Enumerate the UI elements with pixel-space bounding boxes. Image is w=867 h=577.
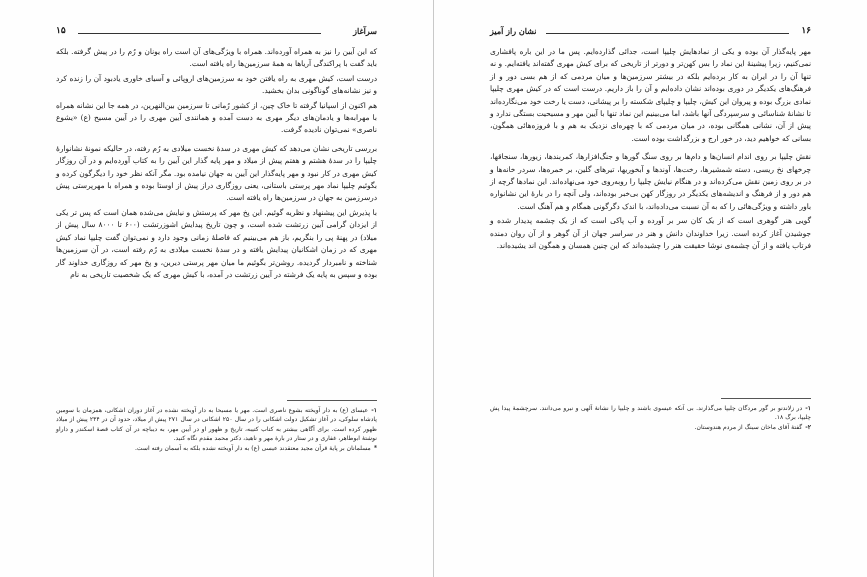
page-number: ۱۵ <box>56 26 66 36</box>
body-text <box>490 46 811 255</box>
paragraph: درست است، کیش مهری به راه یافتن خود به سرزمین‌های اروپائی و آسیای خاوری یادبود آن را زنده کرد و نیز نشانه‌های گوناگونی بدان بخشید. <box>56 73 377 96</box>
page-number: ۱۶ <box>801 26 811 36</box>
footnotes <box>56 406 377 453</box>
paragraph: هم اکنون از اسپانیا گرفته تا خاک چین، از کشور رُمانی تا سرزمین بین‌النهرین، در همه جا این نشانه همراه با مهرابه‌ها و یادمان‌های دیگر مهری به دست آمده و همانندی آیین مهری را در آیین مسیح (ع) «یشوع ناصری» نمی‌توان نادیده گرفت. <box>56 100 377 135</box>
footnote-number: ۱- <box>371 407 377 414</box>
footnote <box>56 444 377 453</box>
header-rule <box>546 33 789 34</box>
footnote-rule <box>287 400 377 401</box>
header-rule <box>78 33 321 34</box>
footnote-text: گفتهٔ آقای ماخان سینگ از مردم هندوستان. <box>694 423 803 431</box>
footnote-number: ۲- <box>805 423 811 431</box>
running-title: نشان راز آمیز <box>490 26 537 36</box>
footnote-number: ۱- <box>805 405 811 412</box>
running-head <box>490 26 811 40</box>
left-page <box>0 0 433 577</box>
paragraph: با پذیرش این پیشنهاد و نظریه گوئیم. این پخ مهر که پرستش و نیایش می‌شده همان است که پس تر یکی از ایزدان گرامی آیین زرتشت شده است، و چون تاریخ پیدایش اشوزرتشت (۶۰۰ تا ۸۰۰۰ سال پیش از میلاد) در پهنهٔ پی را بنگریم، باز هم می‌بینیم که فاصلهٔ زمانی وجود دارد و نمی‌توان گفت چلیپا نماد کیش مهری که در زمان اشکانیان پیدایش یافته و در سدهٔ نخست میلادی به رُم رفته است، در آن سرزمین‌ها شناخته و نامبردار گردیده. روشن‌تر بگوئیم ما میان مهر پرستی دیرین، و پخ مهر که روزگاری خداوند گار بوده و سپس به پایه یک فرشته در آیین زرتشت در آمده، با کیش مهری که یک شخصیت تاریخی به نام <box>56 207 377 279</box>
footnote-text: در زلاندنو بر گور مردگان چلیپا می‌گذارند. بی آنکه عیسوی باشند و چلیپا را نشانهٔ آلهی و نیرو می‌دانند. سرچشمهٔ پیدا پش چلیپا، برگ ۱۸. <box>490 405 811 422</box>
running-title: سرآغاز <box>353 26 377 36</box>
footnote <box>490 423 811 432</box>
footnote <box>490 404 811 423</box>
paragraph: نقش چلیپا بر روی اندام انسان‌ها و دام‌ها بر روی سنگ گورها و جنگ‌افزارها، کمربندها، زیورها، سنجاقها، چرخهای نخ ریسی، دسته شمشیرها، رخت‌ها، آوندها و آبخوریها، تیرهای گلین، بر خمره‌ها، سردر خانه‌ها و در بر روی زمین نقش می‌کرده‌اند و در هنگام نیایش چلیپا را روبه‌روی خود می‌نهاده‌اند. این نمادها گرچه از هم دور و از فرهنگ و اندیشه‌های یکدیگر در روزگار کهن بی‌خبر بوده‌اند، ولی آنچه را در بارهٔ این نشانواره باور داشته و ویژگی‌هائی را که به آن نسبت می‌داده‌اند، با اندک دگرگونی همگام و هم آهنگ است. <box>490 152 811 211</box>
footnote-number: * <box>373 444 377 452</box>
footnote-text: مسلمانان بر پایهٔ قرآن مجید معتقدند عیسی (ع) به دار آویخته نشده بلکه به آسمان رفته است. <box>134 444 371 452</box>
footnote <box>56 406 377 444</box>
running-head <box>56 26 377 40</box>
body-text <box>56 46 377 283</box>
footnote-text: عیسای (ع) به دار آویخته بشوع ناصری است. مهر یا مسیحا به دار آویخته نشده در آغاز دوران اشکانی، همزمان با سومین پادشاه سلوکی، در آغاز تشکیل دولت اشکانی را در سال ۲۵۰ اشکانی در سال ۲۷۱ پیش از میلاد، حدود آن در ۲۴۴ پیش از میلاد ظهور کرده است. برای آگاهی بیشتر به کتاب کتیبه، تاریخ و ظهور او در آیین مهر، به دیباچه در آن کتاب قصهٔ اسکندر و داراو نوشتهٔ ابوطاهر، غفاری و در ستار در بارهٔ مهر و ناهید، دکتر محمد مقدم نگاه کنید. <box>56 407 377 443</box>
footnote-rule <box>721 398 811 399</box>
paragraph: که این آیین را نیز به همراه آورده‌اند. همراه با ویژگی‌های آن است راه یونان و رُم را در پیش گرفته. بلکه باید گفت با پراکندگی آریاها به همهٔ سرزمین‌ها راه یافته است. <box>56 47 377 69</box>
paragraph: گویی هنر گوهری است که از یک کان سر بر آورده و آب پاکی است که از یک چشمه پدیدار شده و جوشیدن آغاز کرده است. زیرا خداوندان دانش و هنر در سراسر جهان از آن گوهر و از آن روان دمنده فرتاب یافته و از آن چشمه‌ی نوشا حقیقت هنر را چشیده‌اند که این چنین همسان و همگون اند یشیده‌اند. <box>490 216 811 251</box>
right-page <box>434 0 867 577</box>
paragraph: بررسی تاریخی نشان می‌دهد که کیش مهری در سدهٔ نخست میلادی به رُم رفته، در حالیکه نمونهٔ نشانوارهٔ چلیپا را در سدهٔ هشتم و هفتم پیش از میلاد و مهر پایه گذار این آیین را به کتاب آورده‌ایم و در آن روزگار کیش مهری در کار نبود و مهر پایه‌گذار این آیین به جهان نیامده بود. مگر آنکه نظر خود را دیگرگون کرده و بگوئیم چلیپا نماد مهر پرستی باستانی، یعنی روزگاری دراز پیش از اوستا بوده و همراه با مهرپرستی پیش درسرزمین به جهان در سرزمین‌ها راه یافته است. <box>56 143 377 203</box>
footnotes <box>490 404 811 432</box>
paragraph: مهر پایه‌گذار آن بوده و یکی از نمادهایش چلیپا است، جدائی گذارده‌ایم. پس ما در این باره پافشاری نمی‌کنیم، زیرا پیشینهٔ این نماد را بس کهن‌تر و دورتر از تاریخی که برای کیش مهری گفته‌اند یافته‌ایم. و نه تنها آن را در ایران به کار برده‌ایم بلکه در بیشتر سرزمین‌ها و میان مردمی که از هم بسی دور و از فرهنگ‌های یکدیگر در دوری بوده‌اند نشان داده‌ایم و آن را باز داریم. درست است که در کیش مهری چلیپا نمادی بزرگ بوده و پیروان این کیش، چلیپا و چلیپای شکسته را بر پیشانی، دست یا رخت خود می‌نگارده‌اند تا نشانهٔ شناسائی و سرسپردگی آنها باشد، اما می‌بینیم این نماد تنها با آیین مهر و مسیحیت بستگی ندارد و پیش از آن، نشانی همگانی بوده، در میان مردمی که با چهره‌ای نزدیک به هم و با فروزه‌هائی همگون، بسانی که خواهیم دید، در خور ارج و بزرگداشت بوده است. <box>490 47 811 143</box>
